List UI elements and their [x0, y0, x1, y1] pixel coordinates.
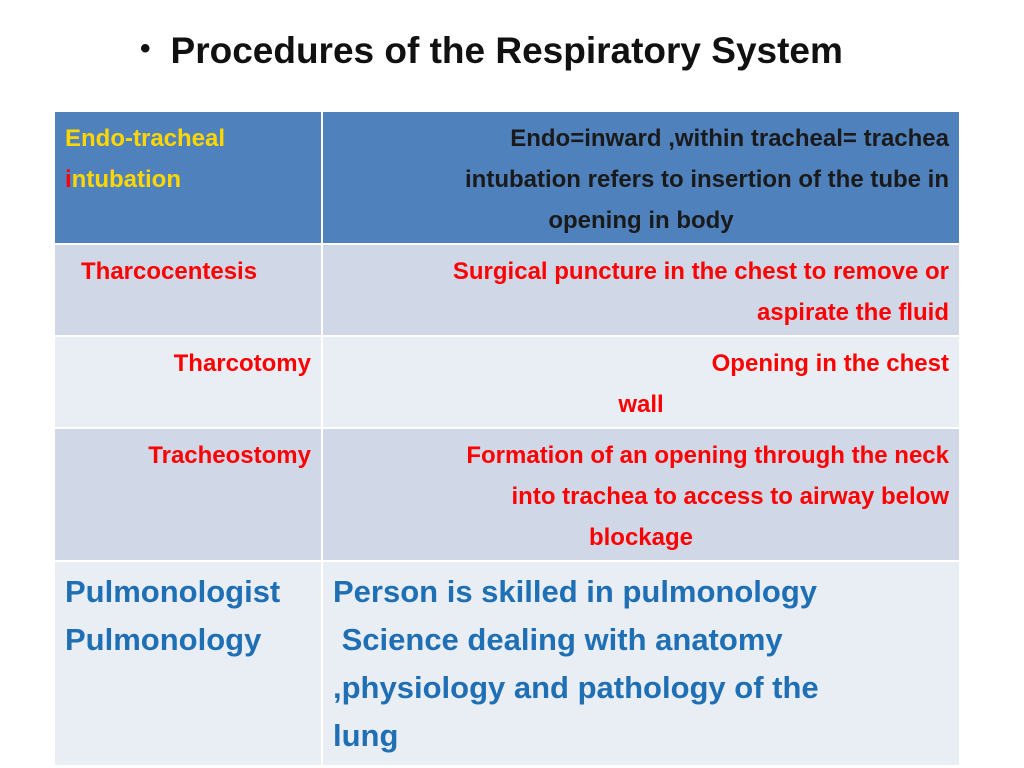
term-cell	[54, 561, 322, 766]
definition-line: into trachea to access to airway below	[511, 483, 949, 510]
table-row	[54, 561, 960, 766]
table-row	[54, 244, 960, 336]
definition-line: aspirate the fluid	[756, 299, 949, 326]
table-row	[54, 111, 960, 244]
definition-cell	[322, 561, 960, 766]
term-cell	[54, 336, 322, 428]
definition-line: Surgical puncture in the chest to remove or	[452, 258, 949, 285]
definition-cell	[322, 336, 960, 428]
definition-cell	[322, 111, 960, 244]
term-intubation: intubation	[65, 166, 181, 193]
term-cell	[54, 111, 322, 244]
definition-line: opening in body	[548, 207, 734, 234]
definition-line: Endo=inward ,within tracheal= trachea	[510, 125, 949, 152]
term-tharcotomy: Tharcotomy	[173, 350, 311, 377]
definition-line: Opening in the chest	[711, 350, 949, 377]
slide-title-text: Procedures of the Respiratory System	[170, 30, 843, 71]
table-row	[54, 428, 960, 561]
term-tracheostomy: Tracheostomy	[148, 442, 311, 469]
table-row	[54, 336, 960, 428]
slide-title	[140, 30, 843, 72]
term-endo-tracheal: Endo-tracheal	[65, 125, 226, 152]
definition-line: intubation refers to insertion of the tube in	[465, 166, 949, 193]
bullet-icon: •	[140, 32, 151, 65]
term-pulmonology: Pulmonology	[65, 622, 262, 657]
term-pulmonologist: Pulmonologist	[65, 574, 281, 609]
definition-line: lung	[333, 718, 399, 753]
term-cell	[54, 244, 322, 336]
definition-cell	[322, 428, 960, 561]
definition-line: Formation of an opening through the neck	[466, 442, 949, 469]
definition-line: Science dealing with anatomy	[333, 622, 783, 657]
definition-line: wall	[618, 391, 664, 418]
definition-cell	[322, 244, 960, 336]
definition-line: Person is skilled in pulmonology	[333, 574, 818, 609]
procedures-table	[53, 110, 961, 767]
definition-line: blockage	[588, 524, 694, 551]
term-cell	[54, 428, 322, 561]
definition-line: ,physiology and pathology of the	[333, 670, 819, 705]
term-tharcocentesis: Tharcocentesis	[81, 258, 258, 285]
